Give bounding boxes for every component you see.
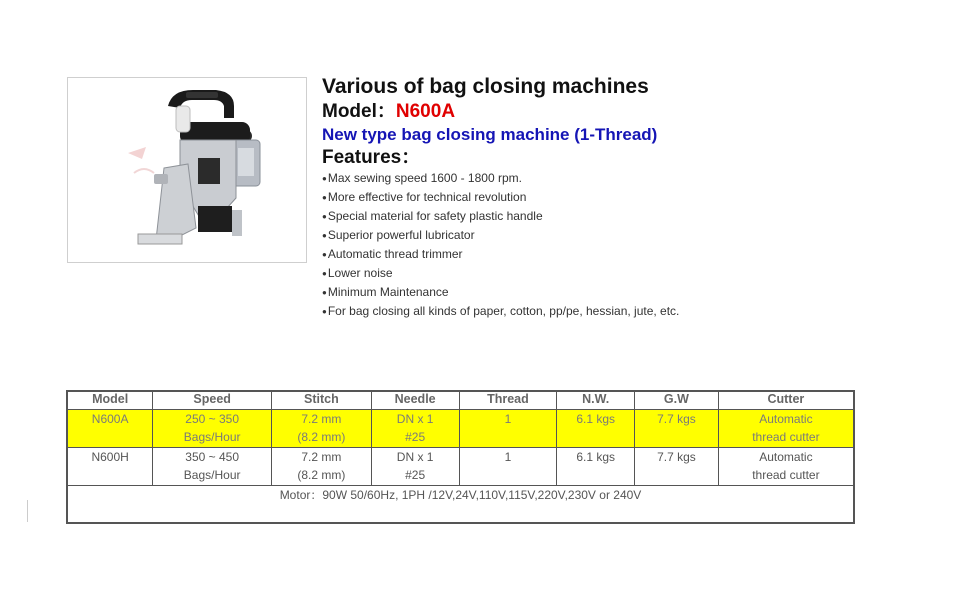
feature-item: ●Special material for safety plastic handle — [322, 209, 543, 223]
feature-item: ●Automatic thread trimmer — [322, 247, 463, 261]
cell-model: N600H — [67, 448, 153, 486]
cell-needle: DN x 1 #25 — [371, 448, 459, 486]
table-row — [67, 448, 854, 486]
cell-needle: DN x 1 #25 — [371, 410, 459, 448]
cell-gw: 7.7 kgs — [635, 410, 719, 448]
features-heading: Features： — [322, 147, 421, 168]
product-info — [322, 74, 922, 321]
column-header: Speed — [153, 391, 272, 410]
model-label: Model： — [322, 101, 396, 122]
feature-item: ●For bag closing all kinds of paper, cotton, pp/pe, hessian, jute, etc. — [322, 304, 680, 318]
column-header: N.W. — [557, 391, 635, 410]
bag-closing-machine-image — [68, 78, 306, 262]
feature-item: ●Superior powerful lubricator — [322, 228, 475, 242]
cell-speed: 250 ~ 350 Bags/Hour — [153, 410, 272, 448]
feature-item: ●More effective for technical revolution — [322, 190, 527, 204]
bullet-icon: ● — [322, 231, 327, 240]
column-header: G.W — [635, 391, 719, 410]
product-subtitle: New type bag closing machine (1-Thread) — [322, 125, 658, 144]
column-header: Thread — [459, 391, 557, 410]
table-row — [67, 410, 854, 448]
table-header-row — [67, 391, 854, 410]
features-list — [322, 169, 922, 321]
feature-item: ●Lower noise — [322, 266, 393, 280]
column-header: Model — [67, 391, 153, 410]
cell-cutter: Automatic thread cutter — [718, 410, 854, 448]
column-header: Needle — [371, 391, 459, 410]
product-photo — [67, 77, 307, 263]
cell-gw: 7.7 kgs — [635, 448, 719, 486]
cell-model: N600A — [67, 410, 153, 448]
cell-nw: 6.1 kgs — [557, 448, 635, 486]
bullet-icon: ● — [322, 193, 327, 202]
bullet-icon: ● — [322, 269, 327, 278]
cell-cutter: Automatic thread cutter — [718, 448, 854, 486]
bullet-icon: ● — [322, 212, 327, 221]
model-line — [322, 100, 922, 124]
column-header: Stitch — [272, 391, 372, 410]
cell-stitch: 7.2 mm (8.2 mm) — [272, 410, 372, 448]
cell-thread: 1 — [459, 448, 557, 486]
cell-stitch: 7.2 mm (8.2 mm) — [272, 448, 372, 486]
bullet-icon: ● — [322, 174, 327, 183]
model-code: N600A — [395, 101, 456, 122]
cell-speed: 350 ~ 450 Bags/Hour — [153, 448, 272, 486]
bullet-icon: ● — [322, 307, 327, 316]
feature-item: ●Max sewing speed 1600 - 1800 rpm. — [322, 171, 522, 185]
bullet-icon: ● — [322, 288, 327, 297]
bullet-icon: ● — [322, 250, 327, 259]
motor-spec: Motor：90W 50/60Hz, 1PH /12V,24V,110V,115V,220V,230V or 240V — [67, 486, 854, 524]
cell-thread: 1 — [459, 410, 557, 448]
feature-item: ●Minimum Maintenance — [322, 285, 449, 299]
motor-row — [67, 486, 854, 524]
spec-table — [66, 390, 855, 524]
page-title: Various of bag closing machines — [322, 75, 649, 98]
divider — [27, 500, 28, 522]
cell-nw: 6.1 kgs — [557, 410, 635, 448]
column-header: Cutter — [718, 391, 854, 410]
